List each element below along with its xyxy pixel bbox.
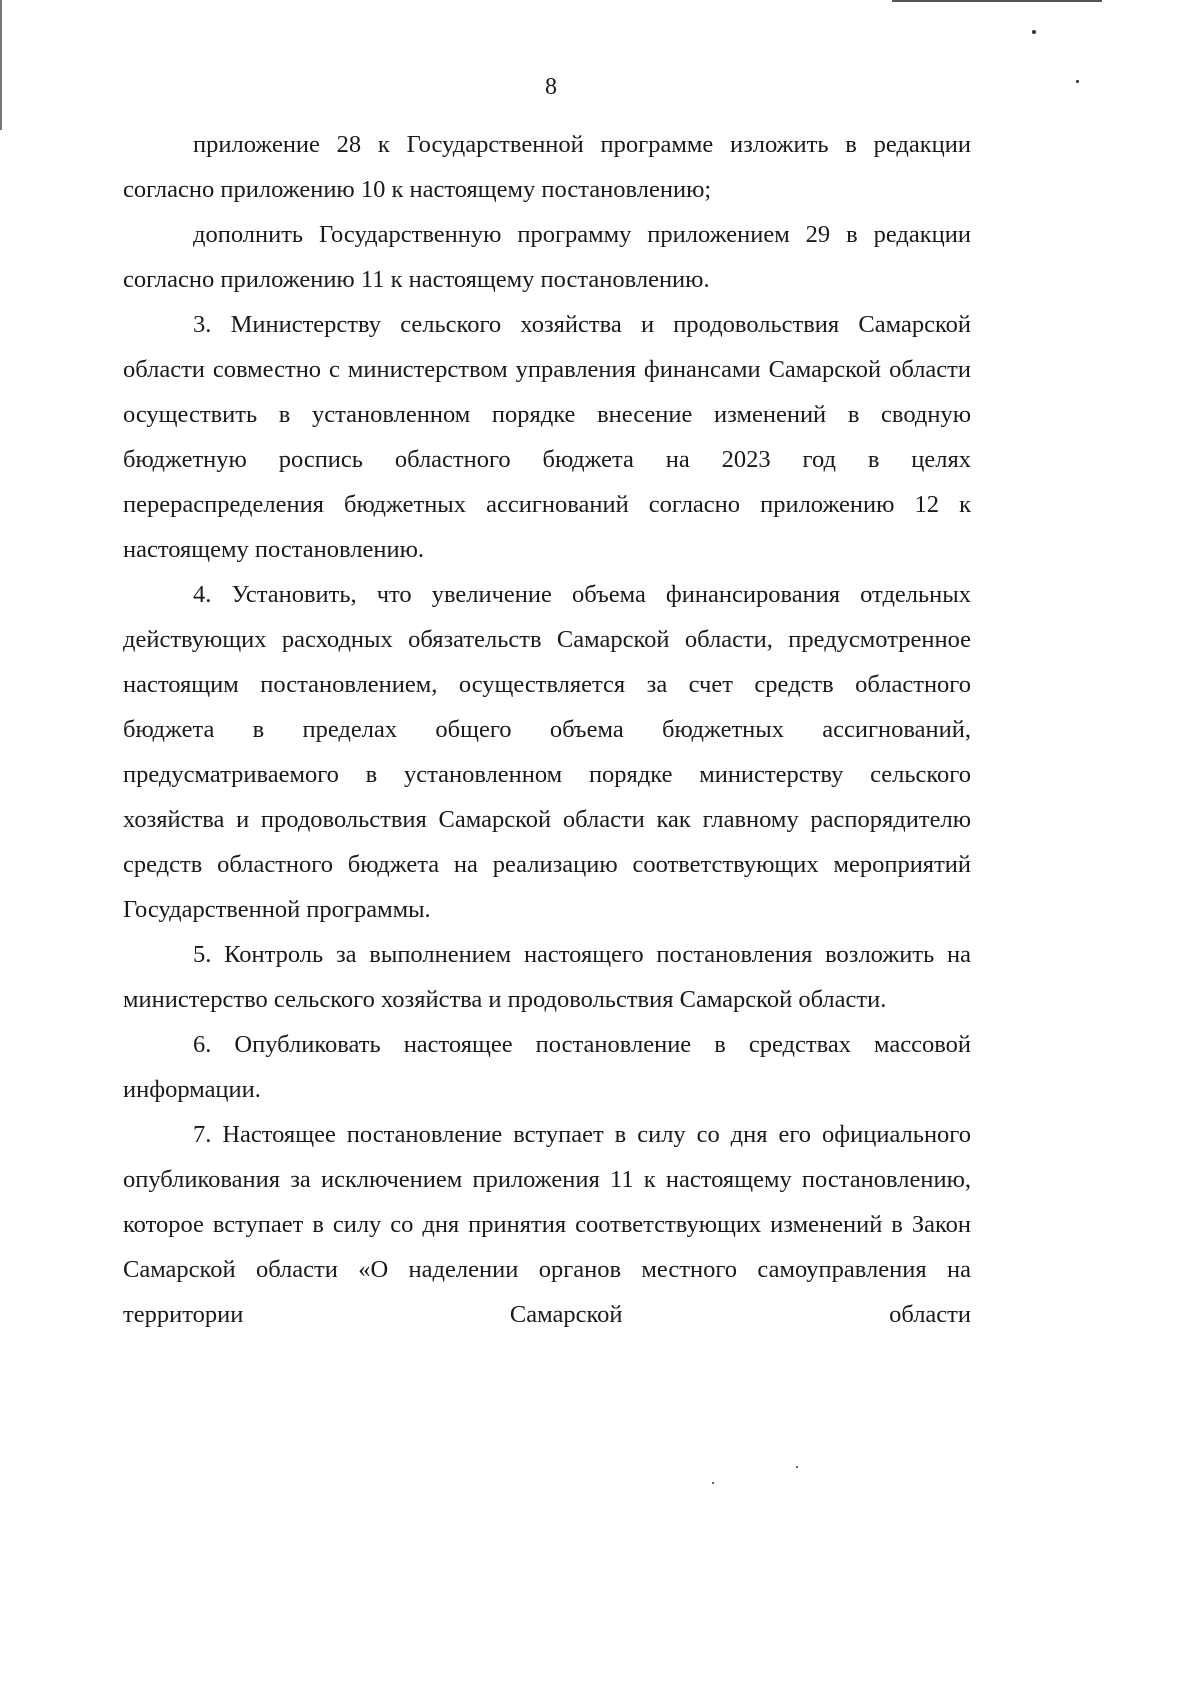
paragraph: 6. Опубликовать настоящее постановление в средствах массовой информации. [123, 1031, 971, 1103]
scan-speck [796, 1466, 798, 1468]
scan-edge-left [0, 0, 2, 130]
paragraph: 3. Министерству сельского хозяйства и продовольствия Самарской области совместно с министерством управления финансами Самарской области осуществить в установленном порядке внесение изменений в сводную бюджетную роспись областного бюджета на 2023 год в целях перераспределения бюджетных ассигнований согласно приложению 12 к настоящему постановлению. [123, 311, 971, 563]
page-number: 8 [545, 74, 557, 100]
document-body [123, 122, 971, 1337]
paragraph: дополнить Государственную программу приложением 29 в редакции согласно приложению 11 к настоящему постановлению. [123, 221, 971, 293]
scan-speck [712, 1482, 714, 1484]
scan-edge-top [892, 0, 1102, 2]
paragraph: приложение 28 к Государственной программе изложить в редакции согласно приложению 10 к настоящему постановлению; [123, 131, 971, 203]
paragraph: 4. Установить, что увеличение объема финансирования отдельных действующих расходных обязательств Самарской области, предусмотренное настоящим постановлением, осуществляется за счет средств областного бюджета в пределах общего объема бюджетных ассигнований, предусматриваемого в установленном порядке министерству сельского хозяйства и продовольствия Самарской области как главному распорядителю средств областного бюджета на реализацию соответствующих мероприятий Государственной программы. [123, 581, 971, 923]
paragraph: 7. Настоящее постановление вступает в силу со дня его официального опубликования за исключением приложения 11 к настоящему постановлению, которое вступает в силу со дня принятия соответствующих изменений в Закон Самарской области «О наделении органов местного самоуправления на территории Самарской области [123, 1121, 971, 1328]
paragraph: 5. Контроль за выполнением настоящего постановления возложить на министерство сельского хозяйства и продовольствия Самарской области. [123, 941, 971, 1013]
scan-speck [1032, 30, 1036, 34]
